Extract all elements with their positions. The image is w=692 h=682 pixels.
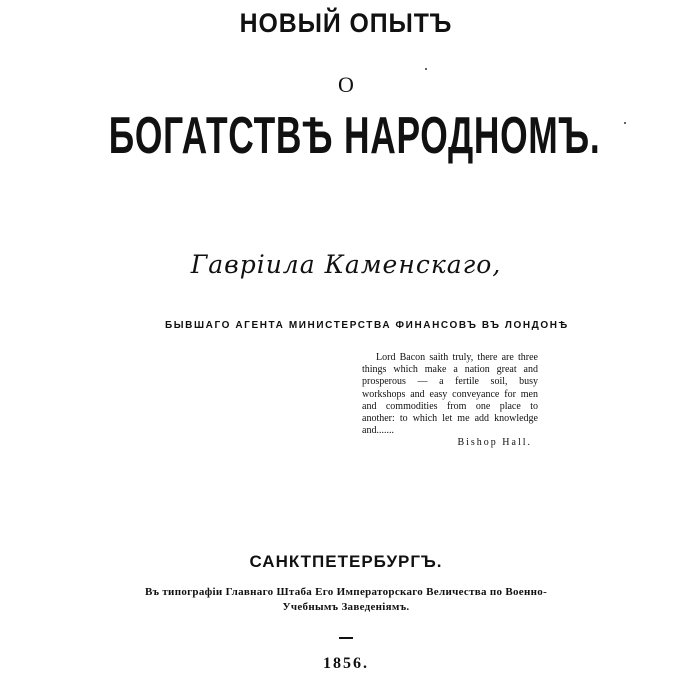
author-name: Гаврiила Каменскаго, [190, 250, 502, 279]
author-role: БЫВШАГО АГЕНТА МИНИСТЕРСТВА ФИНАНСОВЪ ВЪ ЛОНДОНѢ [165, 320, 569, 331]
epigraph-text: Lord Bacon saith truly, there are three things which make a nation great and prosperous — a fertile soil, busy workshops and easy conveyance for men and commodities from one place to another: to which let me add knowledge and....... [362, 352, 538, 437]
scan-speck [425, 68, 427, 70]
imprint-year: 1856. [323, 655, 369, 672]
imprint-printer: Въ типографiи Главнаго Штаба Его Императорскаго Величества по Военно-Учебнымъ Заведенiямъ. [144, 586, 548, 613]
title-line-1: НОВЫЙ ОПЫТЪ [239, 8, 453, 38]
scan-speck [624, 122, 626, 124]
imprint-dash [339, 637, 353, 639]
imprint-city: САНКТПЕТЕРБУРГЪ. [249, 552, 443, 571]
epigraph-attribution: Bishop Hall. [457, 437, 532, 449]
title-line-2: О [338, 72, 354, 97]
main-title: БОГАТСТВѢ НАРОДНОМЪ. [108, 107, 601, 165]
epigraph [362, 352, 538, 450]
